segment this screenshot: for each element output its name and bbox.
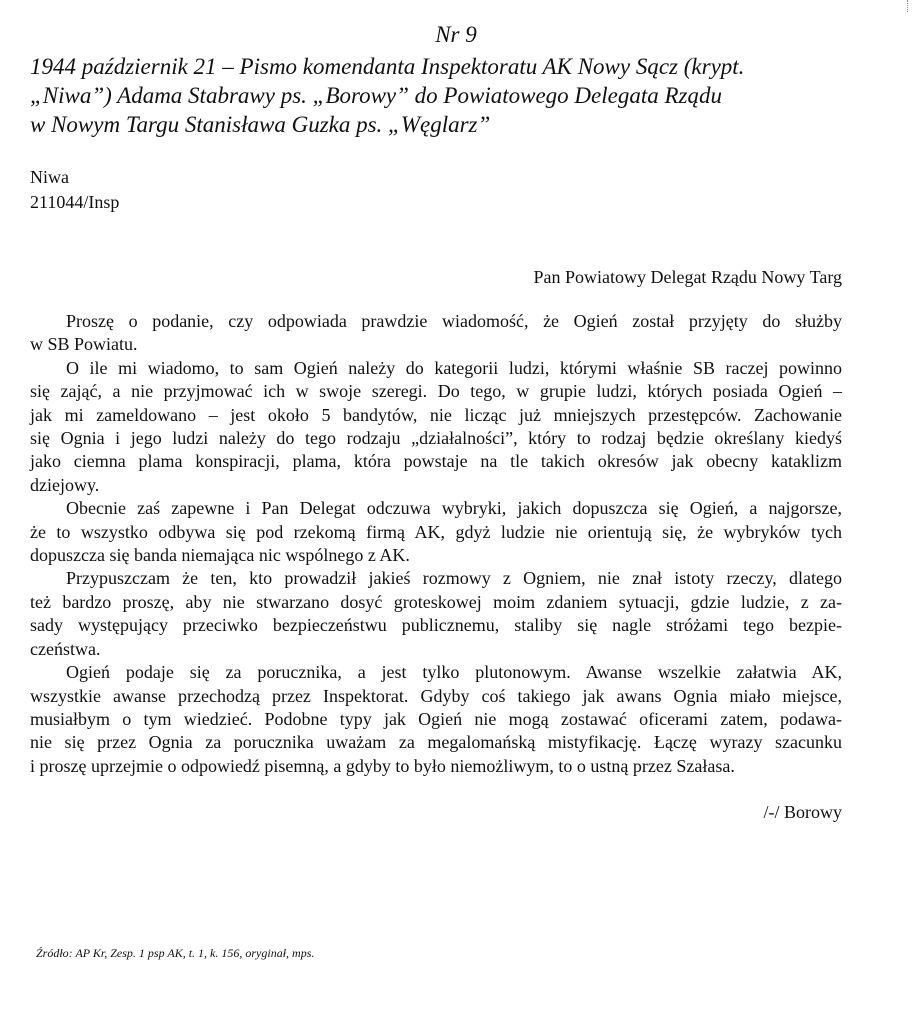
body-line: Proszę o podanie, czy odpowiada prawdzie wiadomość, że Ogień został przyjęty do służby [66, 311, 842, 331]
paragraph-5 [30, 661, 842, 778]
body-line: jak mi zameldowano – jest około 5 bandytów, nie licząc już mniejszych przestępców. Zachowanie [30, 404, 842, 425]
reference-number: 211044/Insp [30, 192, 120, 212]
body-line: też bardzo proszę, aby nie stwarzano dosyć groteskowej moim zdaniem sytuacji, gdzie ludzie, z za- [30, 591, 842, 612]
body-line: nie się przez Ognia za porucznika uważam za megalomańską mistyfikację. Łączę wyrazy szacunku [30, 732, 842, 753]
body-line: się zająć, a nie przyjmować ich w swoje szeregi. Do tego, w grupie ludzi, których posiada Ogień – [30, 381, 842, 402]
paragraph-2 [30, 357, 842, 497]
document-page [30, 20, 842, 825]
body-line: i proszę uprzejmie o odpowiedź pisemną, a gdyby to było niemożliwym, to o ustną przez Szałasa. [30, 755, 735, 776]
heading-line: 1944 październik 21 – Pismo komendanta Inspektoratu AK Nowy Sącz (krypt. [30, 54, 745, 79]
paragraph-4 [30, 567, 842, 661]
sender-name: Niwa [30, 167, 69, 187]
body-line: Obecnie zaś zapewne i Pan Delegat odczuwa wybryki, jakich dopuszcza się Ogień, a najgorsze, [66, 498, 842, 519]
body-line: że to wszystko odbywa się pod rzekomą firmą AK, gdyż ludzie nie orientują się, że wybryków tych [30, 521, 842, 542]
sender-block [30, 165, 842, 215]
body-line: się Ognia i jego ludzi należy do tego rodzaju „działalności”, który to rodzaj będzie określany kiedyś [30, 428, 842, 449]
body-line: O ile mi wiadomo, to sam Ogień należy do kategorii ludzi, którymi właśnie SB raczej powinno [66, 357, 842, 378]
margin-mark [903, 0, 908, 12]
body-line: musiałbym o tym wiedzieć. Podobne typy jak Ogień nie mogą zostawać oficerami zatem, podawa- [30, 708, 842, 729]
body-line: Przypuszczam że ten, kto prowadził jakieś rozmowy z Ogniem, nie znał istoty rzeczy, dlatego [66, 568, 842, 589]
signature: /-/ Borowy [763, 802, 842, 823]
source-note: Źródło: AP Kr, Zesp. 1 psp AK, t. 1, k. 156, oryginał, mps. [36, 946, 315, 960]
document-heading [30, 52, 842, 139]
body-line: jako ciemna plama konspiracji, plama, która powstaje na tle takich okresów jak obecny kataklizm [30, 451, 842, 472]
heading-line: w Nowym Targu Stanisława Guzka ps. „Węglarz” [30, 112, 491, 137]
body-line: wszystkie awanse przechodzą przez Inspektorat. Gdyby coś takiego jak awans Ognia miało miejsce, [30, 685, 842, 706]
paragraph-3 [30, 497, 842, 567]
body-line: Ogień podaje się za porucznika, a jest tylko plutonowym. Awanse wszelkie załatwia AK, [66, 662, 842, 683]
heading-line: „Niwa”) Adama Stabrawy ps. „Borowy” do Powiatowego Delegata Rządu [30, 83, 722, 108]
letter-body [30, 310, 842, 778]
body-line: sady występujący przeciwko bezpieczeństwu publicznemu, staliby się nagle stróżami tego bezpie- [30, 615, 842, 636]
paragraph-1 [30, 310, 842, 357]
body-line: w SB Powiatu. [30, 334, 138, 355]
body-line: czeństwa. [30, 638, 101, 659]
addressee: Pan Powiatowy Delegat Rządu Nowy Targ [533, 267, 842, 287]
body-line: dziejowy. [30, 474, 100, 495]
document-number: Nr 9 [435, 22, 477, 47]
body-line: dopuszcza się banda niemająca nic wspólnego z AK. [30, 545, 410, 566]
